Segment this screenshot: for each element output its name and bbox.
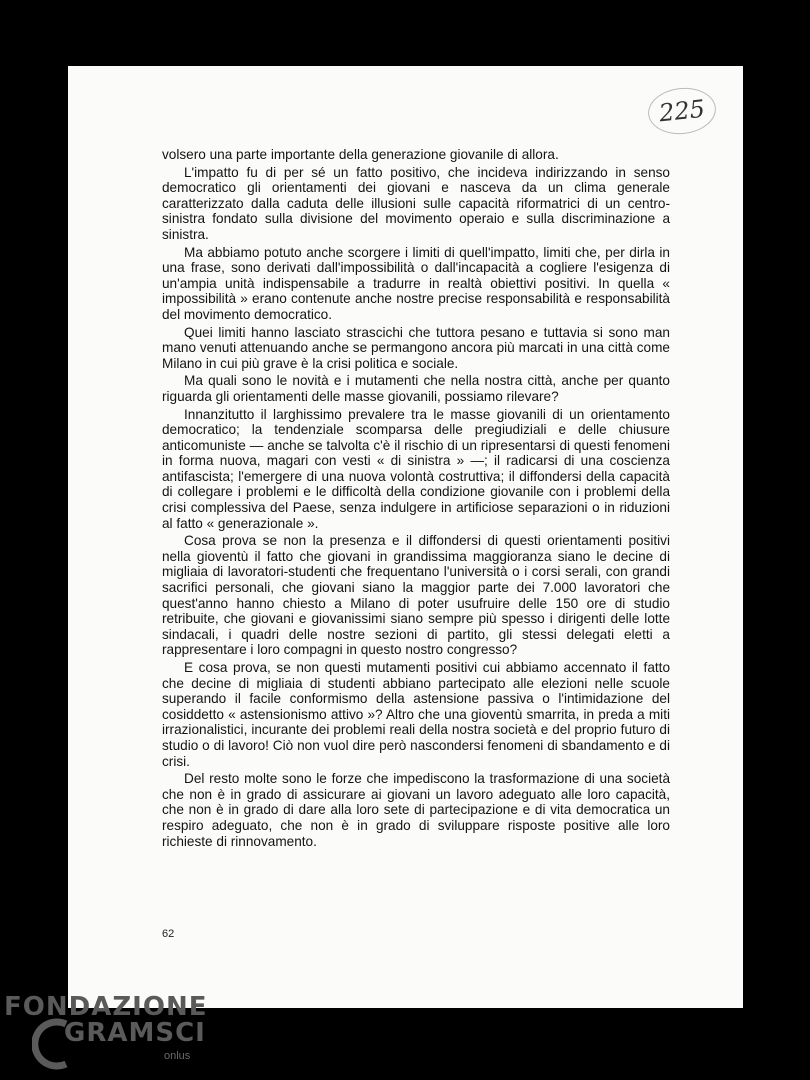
paragraph: Cosa prova se non la presenza e il diffondersi di questi orientamenti positivi nella gioventù il fatto che giovani in grandissima maggioranza siano le decine di migliaia di lavoratori-studenti che frequentano l'università o i corsi serali, con grandi sacrifici personali, che giovani siano la maggior parte dei 7.000 lavoratori che quest'anno hanno chiesto a Milano di poter usufruire delle 150 ore di studio retribuite, che giovani e giovanissimi siano sempre più spesso i dirigenti delle lotte sindacali, i quadri delle nostre sezioni di partito, gli stessi delegati eletti a rappresentare i loro compagni in questo nostro congresso? [162, 533, 670, 658]
paragraph: Del resto molte sono le forze che impediscono la trasformazione di una società che non è in grado di assicurare ai giovani un lavoro adeguato alle loro capacità, che non è in grado di dare alla loro sete di partecipazione e di vita democratica un respiro adeguato, che non è in grado di sviluppare risposte positive alle loro richieste di rinnovamento. [162, 771, 670, 849]
paragraph: Ma quali sono le novità e i mutamenti che nella nostra città, anche per quanto riguarda gli orientamenti delle masse giovanili, possiamo rilevare? [162, 373, 670, 404]
logo-line-2: GRAMSCI [64, 1018, 206, 1048]
paragraph: volsero una parte importante della generazione giovanile di allora. [162, 147, 559, 162]
fondazione-gramsci-logo [4, 990, 208, 1076]
document-page [68, 66, 743, 1008]
paragraph: Ma abbiamo potuto anche scorgere i limiti di quell'impatto, limiti che, per dirla in una frase, sono derivati dall'impossibilità o dall'incapacità a cogliere l'esigenza di un'ampia unità indispensabile a tradurre in realtà obiettivi positivi. In quella « impossibilità » erano contenute anche nostre precise responsabilità e responsabilità del movimento democratico. [162, 244, 670, 322]
body-text [162, 147, 670, 851]
paragraph: L'impatto fu di per sé un fatto positivo, che incideva indirizzando in senso democratico gli orientamenti dei giovani e nasceva da un clima generale caratterizzato dalla caduta delle illusioni sulle capacità riformatrici di un centro-sinistra fondato sulla divisione del movimento operaio e sulla discriminazione a sinistra. [162, 164, 670, 242]
logo-line-1: FONDAZIONE [4, 992, 208, 1022]
archive-stamp: 225 [646, 85, 718, 138]
paragraph: Innanzitutto il larghissimo prevalere tra le masse giovanili di un orientamento democratico; la tendenziale scomparsa delle pregiudiziali e delle chiusure anticomuniste — anche se talvolta c'è il rischio di un ripresentarsi di questi fenomeni in forma nuova, magari con vesti « di sinistra » —; il radicarsi di una coscienza antifascista; l'emergere di una nuova volontà costruttiva; il diffondersi della capacità di collegare i problemi e le difficoltà della condizione giovanile con i problemi della crisi complessiva del Paese, senza indulgere in artificiose separazioni o in riduzioni al fatto « generazionale ». [162, 406, 670, 531]
logo-line-3: onlus [164, 1050, 191, 1062]
page-number: 62 [162, 928, 175, 940]
paragraph: Quei limiti hanno lasciato strascichi che tuttora pesano e tuttavia si sono man mano venuti attenuando anche se permangono ancora più marcati in una città come Milano in cui più grave è la crisi politica e sociale. [162, 324, 670, 371]
paragraph: E cosa prova, se non questi mutamenti positivi cui abbiamo accennato il fatto che decine di migliaia di studenti abbiano partecipato alle elezioni nelle scuole superando il facile conformismo della astensione passiva o l'intimidazione del cosiddetto « astensionismo attivo »? Altro che una gioventù smarrita, in preda a miti irrazionalistici, incurante dei problemi reali della nostra società e del proprio futuro di studio o di lavoro! Ciò non vuol dire però nascondersi fenomeni di sbandamento e di crisi. [162, 660, 670, 769]
